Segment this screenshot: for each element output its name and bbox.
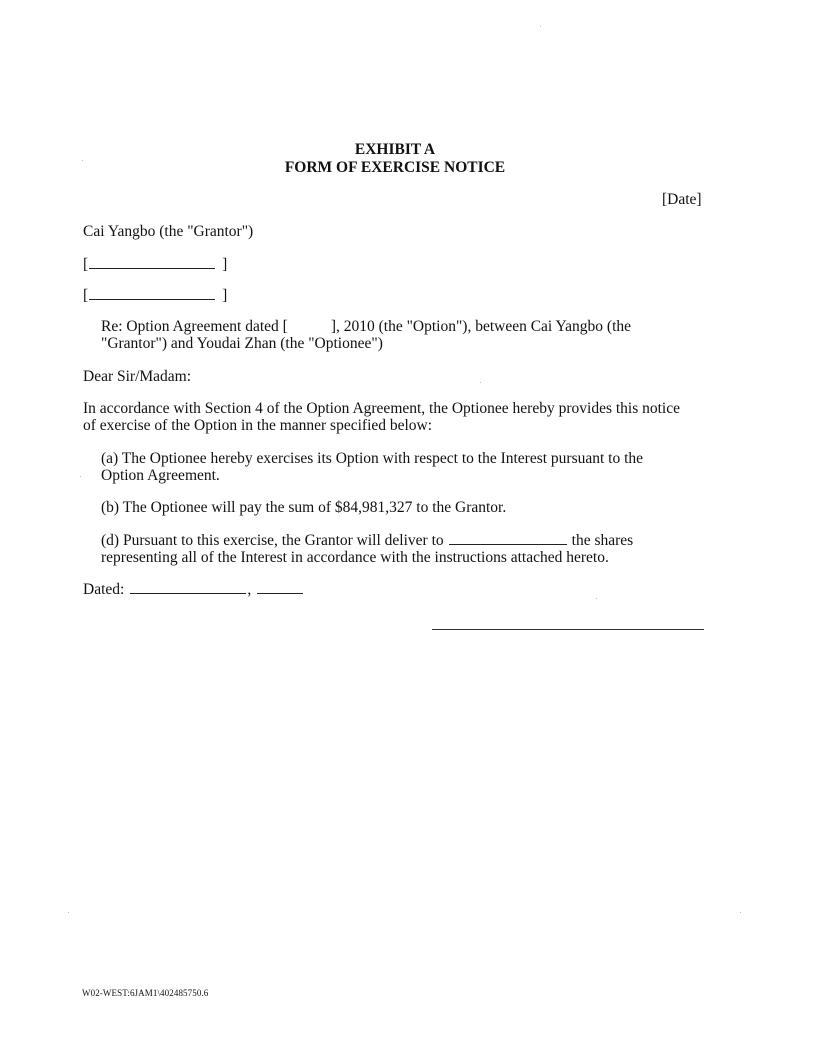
- grantor-line: Cai Yangbo (the "Grantor"): [83, 223, 254, 240]
- re-line-2: "Grantor") and Youdai Zhan (the "Optionee"): [101, 335, 383, 352]
- close-bracket: ]: [222, 256, 228, 273]
- scan-speck: [740, 912, 741, 913]
- date-placeholder: [Date]: [662, 191, 702, 208]
- document-footer-id: W02-WEST:6JAM1\402485750.6: [82, 988, 209, 998]
- intro-line-2: of exercise of the Option in the manner specified below:: [83, 417, 433, 434]
- scan-speck: [80, 476, 81, 477]
- dated-blank-date: [130, 592, 246, 594]
- scan-speck: [540, 26, 541, 27]
- scan-speck: [82, 160, 83, 161]
- item-a-line-2: Option Agreement.: [101, 467, 220, 484]
- item-a-line-1: (a) The Optionee hereby exercises its Option with respect to the Interest pursuant to the: [101, 450, 644, 467]
- item-d-line-2: representing all of the Interest in accordance with the instructions attached hereto.: [101, 549, 609, 566]
- address-line-1: [83, 256, 227, 274]
- scan-speck: [480, 382, 481, 383]
- salutation: Dear Sir/Madam:: [83, 368, 192, 385]
- signature-line: [432, 629, 704, 630]
- dated-blank-year: [257, 592, 303, 594]
- exhibit-title: EXHIBIT A: [354, 141, 436, 158]
- dated-line: [83, 581, 304, 599]
- intro-line-1: In accordance with Section 4 of the Option Agreement, the Optionee hereby provides this notice: [83, 400, 680, 417]
- item-d-line-1: [101, 532, 633, 550]
- scan-speck: [596, 598, 597, 599]
- open-bracket: [: [83, 287, 89, 304]
- item-d-part-1: (d) Pursuant to this exercise, the Grantor will deliver to: [101, 532, 444, 549]
- close-bracket: ]: [222, 287, 228, 304]
- item-d-part-2: the shares: [571, 532, 634, 549]
- address-blank-1: [89, 267, 215, 269]
- item-b: (b) The Optionee will pay the sum of $84,981,327 to the Grantor.: [101, 499, 507, 516]
- dated-label: Dated:: [83, 581, 125, 598]
- re-part-2: ], 2010 (the "Option"), between Cai Yangbo (the: [330, 318, 632, 335]
- recipient-blank: [449, 543, 567, 545]
- address-line-2: [83, 287, 227, 305]
- exhibit-subtitle: FORM OF EXERCISE NOTICE: [284, 159, 506, 176]
- scan-speck: [68, 912, 69, 913]
- address-blank-2: [89, 298, 215, 300]
- dated-comma: ,: [247, 581, 252, 598]
- re-line-1: [101, 318, 631, 336]
- re-part-1: Re: Option Agreement dated [: [101, 318, 288, 335]
- open-bracket: [: [83, 256, 89, 273]
